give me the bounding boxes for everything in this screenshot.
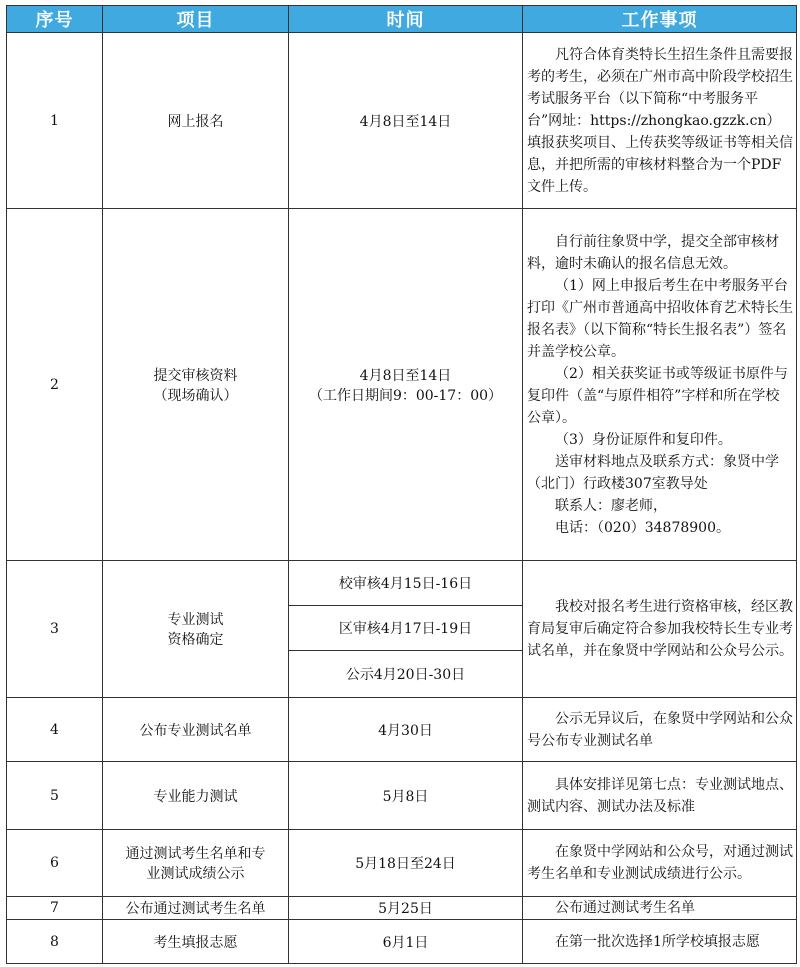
work-paragraph: （2）相关获奖证书或等级证书原件与复印件（盖“与原件相符”字样和所在学校公章）。 [527,365,788,426]
row-item: 专业能力测试 [103,762,289,830]
row-time [289,209,523,561]
work-paragraph: 在第一批次选择1所学校填报志愿 [555,933,760,950]
row-item: 考生填报志愿 [103,920,289,964]
row-work [523,897,797,920]
item-line: 业测试成绩公示 [146,866,245,882]
work-paragraph: 联系人：廖老师， [555,497,667,514]
row-time: 4月30日 [289,698,523,762]
row-time: 5月8日 [289,762,523,830]
work-paragraph: 电话：（020）34878900。 [555,519,730,536]
table-row [7,698,797,762]
row-no: 7 [7,897,103,920]
row-time-sub: 公示4月20日-30日 [289,651,523,698]
row-no: 4 [7,698,103,762]
work-paragraph: 公示无异议后，在象贤中学网站和公众号公布专业测试名单 [527,710,793,749]
row-work [523,561,797,698]
row-no: 8 [7,920,103,964]
work-paragraph: 自行前往象贤中学，提交全部审核材料，逾时未确认的报名信息无效。 [527,233,779,272]
work-paragraph: 具体安排详见第七点：专业测试地点、测试内容、测试办法及标准 [527,776,793,815]
time-line: 4月8日至14日 [359,367,452,384]
row-time: 5月18日至24日 [289,830,523,897]
row-item [103,561,289,698]
row-item: 公布专业测试名单 [103,698,289,762]
item-line: （现场确认） [153,387,238,404]
work-paragraph: 送审材料地点及联系方式：象贤中学（北门）行政楼307室教导处 [527,453,779,492]
row-no: 3 [7,561,103,698]
item-line: 专业测试 [167,612,224,628]
row-work [523,209,797,561]
row-item: 网上报名 [103,33,289,209]
row-work [523,762,797,830]
row-no: 6 [7,830,103,897]
header-no: 序号 [7,6,103,33]
header-item: 项目 [103,6,289,33]
work-paragraph: （1）网上申报后考生在中考服务平台打印《广州市普通高中招收体育艺术特长生报名表》（以下简称“特长生报名表”）签名并盖学校公章。 [527,277,793,360]
header-row [7,6,797,33]
item-line: 资格确定 [167,632,224,648]
table-row [7,830,797,897]
row-time: 4月8日至14日 [289,33,523,209]
row-time-sub: 区审核4月17日-19日 [289,606,523,651]
time-line: （工作日期间9：00-17：00） [308,387,503,404]
row-work [523,920,797,964]
table-row [7,897,797,920]
work-paragraph: 公布通过测试考生名单 [555,900,695,916]
row-work [523,33,797,209]
table-row [7,762,797,830]
table-row [7,33,797,209]
work-paragraph: 凡符合体育类特长生招生条件且需要报考的考生，必须在广州市高中阶段学校招生考试服务平台（以下简称“中考服务平台”网址：https://zhongkao.gzzk.cn）填报获奖项目、上传获奖等级证书等相关信息，并把所需的审核材料整合为一个PDF文件上传。 [527,46,793,195]
row-time: 5月25日 [289,897,523,920]
schedule-table [6,5,797,964]
row-no: 2 [7,209,103,561]
row-item [103,209,289,561]
work-paragraph: 在象贤中学网站和公众号，对通过测试考生名单和专业测试成绩进行公示。 [527,844,793,882]
row-no: 5 [7,762,103,830]
work-paragraph: （3）身份证原件和复印件。 [555,431,732,448]
table-row [7,920,797,964]
item-line: 通过测试考生名单和专 [125,846,266,862]
header-work: 工作事项 [523,6,797,33]
row-work [523,830,797,897]
row-time-sub: 校审核4月15日-16日 [289,561,523,606]
row-no: 1 [7,33,103,209]
table-row [7,209,797,561]
item-line: 提交审核资料 [153,367,238,384]
work-paragraph: 我校对报名考生进行资格审核，经区教育局复审后确定符合参加我校特长生专业考试名单，并在象贤中学网站和公众号公示。 [527,599,793,659]
row-work [523,698,797,762]
schedule-table-wrapper [6,5,797,964]
row-time: 6月1日 [289,920,523,964]
row-item [103,830,289,897]
header-time: 时间 [289,6,523,33]
table-row [7,561,797,606]
row-item: 公布通过测试考生名单 [103,897,289,920]
